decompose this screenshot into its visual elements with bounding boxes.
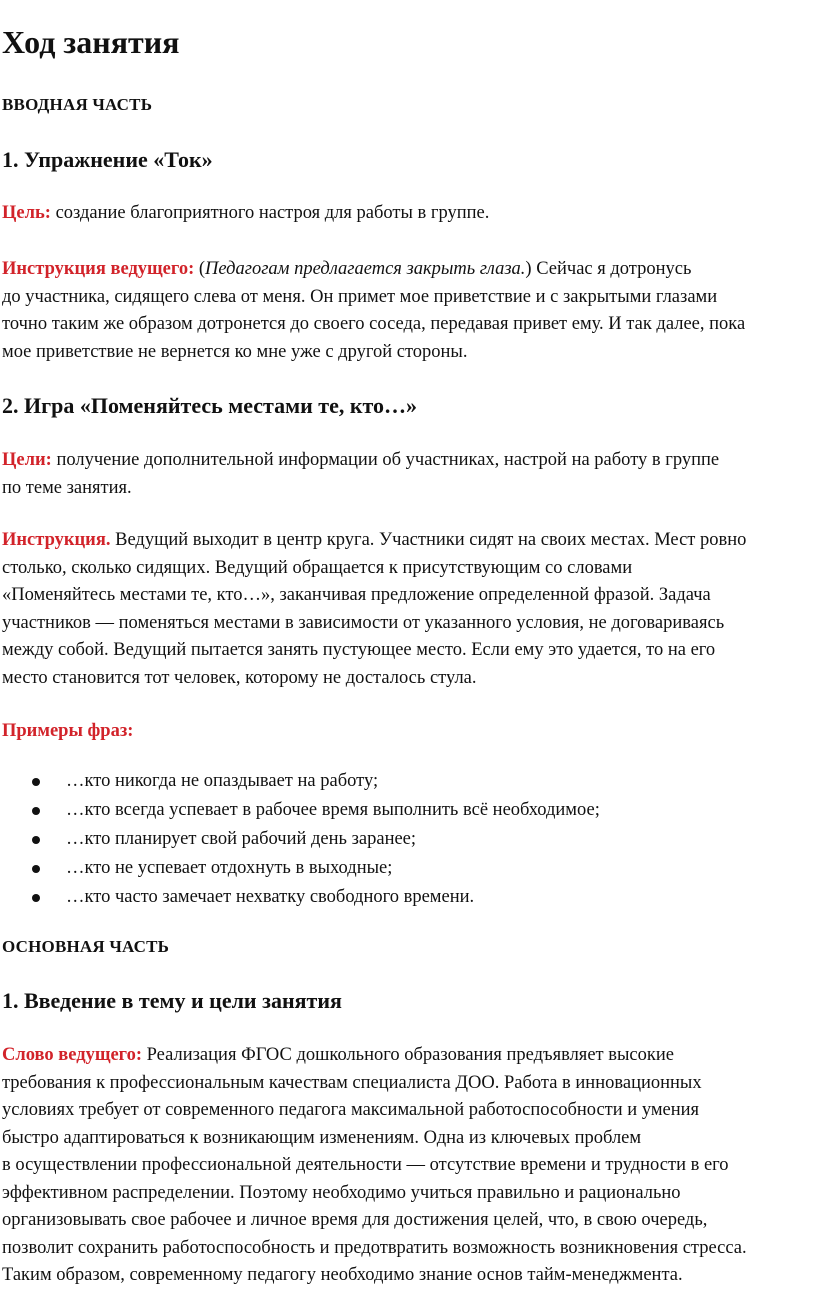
speech-line: организовывать свое рабочее и личное время для достижения целей, что, в свою очередь, <box>2 1210 708 1230</box>
speech-line: требования к профессиональным качествам специалиста ДОО. Работа в инновационных <box>2 1072 702 1093</box>
bullet-icon <box>32 836 40 844</box>
speech-line: условиях требует от современного педагога максимальной работоспособности и умения <box>2 1100 700 1120</box>
game2-heading: 2. Игра «Поменяйтесь местами те, кто…» <box>2 393 418 418</box>
goals-line: по теме занятия. <box>2 477 132 498</box>
speech-line: позволит сохранить работоспособность и предотвратить возможность возникновения стресса. <box>2 1237 747 1258</box>
speech-line: в осуществлении профессиональной деятельности — отсутствие времени и трудности в его <box>2 1155 729 1175</box>
exercise1-heading: 1. Упражнение «Ток» <box>2 147 213 172</box>
instruction-line: точно таким же образом дотронется до своего соседа, передавая привет ему. И так далее, пока <box>2 314 746 334</box>
exercise1-instruction <box>2 256 814 366</box>
page-title: Ход занятия <box>2 24 180 60</box>
goal-text: создание благоприятного настроя для работы в группе. <box>50 203 490 223</box>
game-instruction-line: место становится тот человек, которому не досталось стула. <box>2 667 477 688</box>
game-instruction-line: столько, сколько сидящих. Ведущий обращается к присутствующим со словами <box>2 557 633 578</box>
game-instruction-line: участников — поменяться местами в зависимости от указанного условия, не договариваясь <box>2 612 725 633</box>
game-instruction-line: «Поменяйтесь местами те, кто…», заканчивая предложение определенной фразой. Задача <box>2 585 711 605</box>
speech-label: Слово ведущего: <box>2 1045 143 1065</box>
instruction-line1-rest: ) Сейчас я дотронусь <box>525 259 692 279</box>
game2-instruction <box>2 527 814 692</box>
bullet-icon <box>32 894 40 902</box>
topic1-heading: 1. Введение в тему и цели занятия <box>2 988 342 1013</box>
goals-label: Цели: <box>2 450 52 470</box>
instruction-italic: Педагогам предлагается закрыть глаза. <box>205 259 526 279</box>
document-page: Ход занятия ВВОДНАЯ ЧАСТЬ 1. Упражнение «Ток» Цель: создание благоприятного настроя для работы в группе. Инструкция ведущего: (Педагогам предлагается закрыть глаза.) Сейчас я дотронусь до участника, сидящего слева от меня. Он примет мое приветствие и с закрытыми глазами точно таким же образом дотронется до своего соседа, передавая привет ему. И так далее, пока мое приветствие не вернется ко мне уже с другой стороны. 2. Игра «Поменяйтесь местами те, кто…» Цели: получение дополнительной информации об участниках, настрой на работу в группе по теме занятия. Инструкция. Ведущий выходит в центр круга. Участники сидят на своих местах. Мест ровно столько, сколько сидящих. Ведущий обращается к присутствующим со словами «Поменяйтесь местами те, кто…», заканчивая предложение определенной фразой. Задача участников — поменяться местами в зависимости от указанного условия, не договариваясь между собой. Ведущий пытается занять пустующее место. Если ему это удается, то на его место становится тот человек, которому не досталось стула. Примеры фраз: …кто никогда не опаздывает на работу; …кто всегда успевает в рабочее время выполнить всё необходимое; …кто планирует свой рабочий день заранее; …кто не успевает отдохнуть в выходные; …кто часто замечает нехватку свободного времени. ОСНОВНАЯ ЧАСТЬ 1. Введение в тему и цели занятия Слово ведущего: Реализация ФГОС дошкольного образования предъявляет высокие требования к профессиональным качествам специалиста ДОО. Работа в инновационных условиях требует от современного педагога максимальной работоспособности и умения быстро адаптироваться к возникающим изменениям. Одна из ключевых проблем в осуществлении профессиональной деятельности — отсутствие времени и трудности в его эффективном распределении. Поэтому необходимо учиться правильно и рационально организовывать свое рабочее и личное время для достижения целей, что, в свою очередь, позволит сохранить работоспособность и предотвратить возможность возникновения стресса. Таким образом, современному педагогу необходимо знание основ тайм-менеджмента. <box>0 0 816 1315</box>
topic1-speech <box>2 1042 814 1290</box>
exercise1-goal <box>2 200 814 228</box>
instruction-open-paren: ( <box>194 259 206 279</box>
examples-heading: Примеры фраз: <box>2 721 134 741</box>
bullet-icon <box>32 807 40 815</box>
instruction-label: Инструкция ведущего: <box>2 259 195 279</box>
game-instruction-text: Ведущий выходит в центр круга. Участники сидят на своих местах. Мест ровно <box>110 530 747 550</box>
goal-label: Цель: <box>2 203 51 223</box>
speech-line: быстро адаптироваться к возникающим изменениям. Одна из ключевых проблем <box>2 1127 642 1148</box>
game-instruction-label: Инструкция. <box>2 530 111 550</box>
goals-text: получение дополнительной информации об участниках, настрой на работу в группе <box>51 450 720 470</box>
main-part-heading: ОСНОВНАЯ ЧАСТЬ <box>2 937 170 956</box>
game-instruction-line: между собой. Ведущий пытается занять пустующее место. Если ему это удается, то на его <box>2 640 716 660</box>
speech-line: эффективном распределении. Поэтому необходимо учиться правильно и рационально <box>2 1182 681 1203</box>
speech-text: Реализация ФГОС дошкольного образования предъявляет высокие <box>142 1045 674 1065</box>
bullet-icon <box>32 778 40 786</box>
game2-goals <box>2 447 814 502</box>
speech-line: Таким образом, современному педагогу необходимо знание основ тайм-менеджмента. <box>2 1265 683 1285</box>
bullet-icon <box>32 865 40 873</box>
instruction-line: до участника, сидящего слева от меня. Он примет мое приветствие и с закрытыми глазами <box>2 286 718 307</box>
instruction-line: мое приветствие не вернется ко мне уже с другой стороны. <box>2 341 468 362</box>
intro-part-heading: ВВОДНАЯ ЧАСТЬ <box>2 95 153 114</box>
